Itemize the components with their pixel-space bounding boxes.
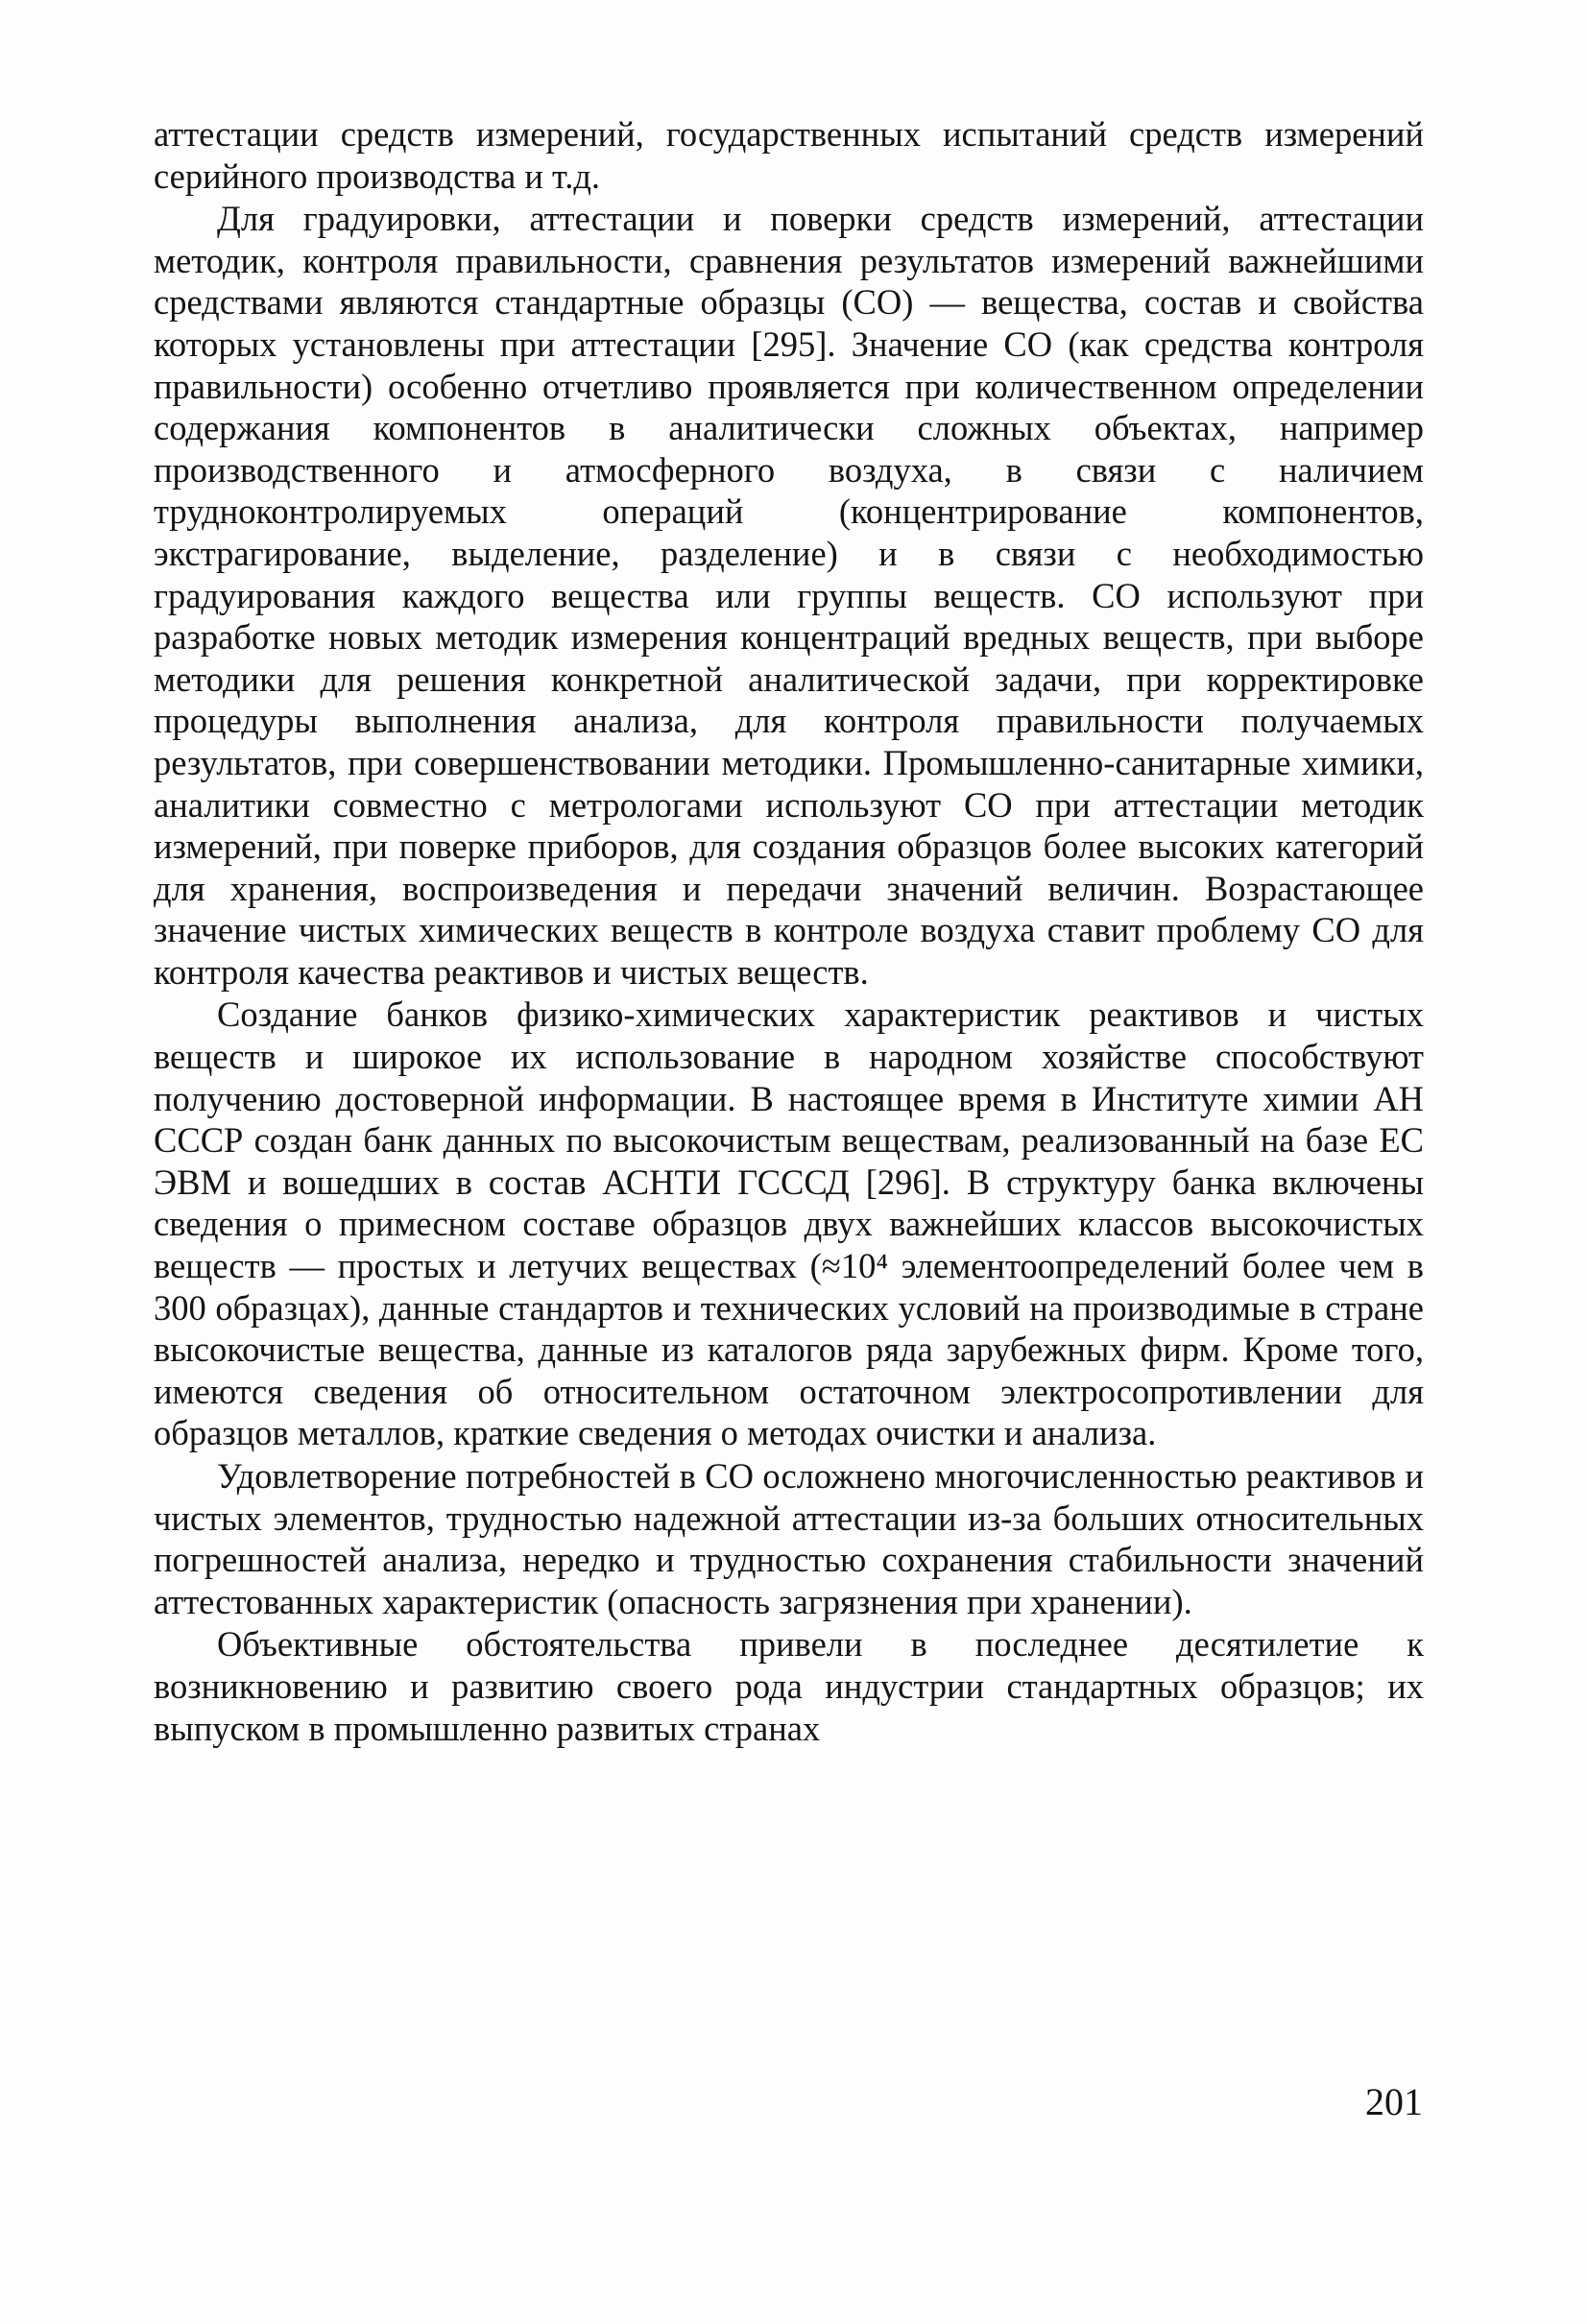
paragraph-5: Объективные обстоятельства привели в последнее десятилетие к возникновению и развитию своего рода индустрии стандартных образцов; их выпуском в промышленно развитых странах xyxy=(154,1624,1424,1748)
paragraph-4: Удовлетворение потребностей в СО осложнено многочисленностью реактивов и чистых элементов, трудностью надежной аттестации из-за больших относительных погрешностей анализа, нередко и трудностью сохранения стабильности значений аттестованных характеристик (опасность загрязнения при хранении). xyxy=(154,1456,1424,1621)
paragraph-2: Для градуировки, аттестации и поверки средств измерений, аттестации методик, контроля правильности, сравнения результатов измерений важнейшими средствами являются стандартные образцы (СО) — вещества, состав и свойства которых установлены при аттестации [295]. Значение СО (как средства контроля правильности) особенно отчетливо проявляется при количественном определении содержания компонентов в аналитически сложных объектах, например производственного и атмосферного воздуха, в связи с наличием трудноконтролируемых операций (концентрирование компонентов, экстрагирование, выделение, разделение) и в связи с необходимостью градуирования каждого вещества или группы веществ. СО используют при разработке новых методик измерения концентраций вредных веществ, при выборе методики для решения конкретной аналитической задачи, при корректировке процедуры выполнения анализа, для контроля правильности получаемых результатов, при совершенствовании методики. Промышленно-санитарные химики, аналитики совместно с метрологами используют СО при аттестации методик измерений, при поверке приборов, для создания образцов более высоких категорий для хранения, воспроизведения и передачи значений величин. Возрастающее значение чистых химических веществ в контроле воздуха ставит проблему СО для контроля качества реактивов и чистых веществ. xyxy=(154,199,1424,992)
paragraph-1: аттестации средств измерений, государственных испытаний средств измерений серийного производства и т.д. xyxy=(154,114,1424,196)
body-text xyxy=(154,113,1424,1749)
page-number: 201 xyxy=(1365,2080,1423,2123)
paragraph-3: Создание банков физико-химических характеристик реактивов и чистых веществ и широкое их использование в народном хозяйстве способствуют получению достоверной информации. В настоящее время в Институте химии АН СССР создан банк данных по высокочистым веществам, реализованный на базе ЕС ЭВМ и вошедших в состав АСНТИ ГСССД [296]. В структуру банка включены сведения о примесном составе образцов двух важнейших классов высокочистых веществ — простых и летучих веществах (≈10⁴ элементоопределений более чем в 300 образцах), данные стандартов и технических условий на производимые в стране высокочистые вещества, данные из каталогов ряда зарубежных фирм. Кроме того, имеются сведения об относительном остаточном электросопротивлении для образцов металлов, краткие сведения о методах очистки и анализа. xyxy=(154,994,1424,1453)
